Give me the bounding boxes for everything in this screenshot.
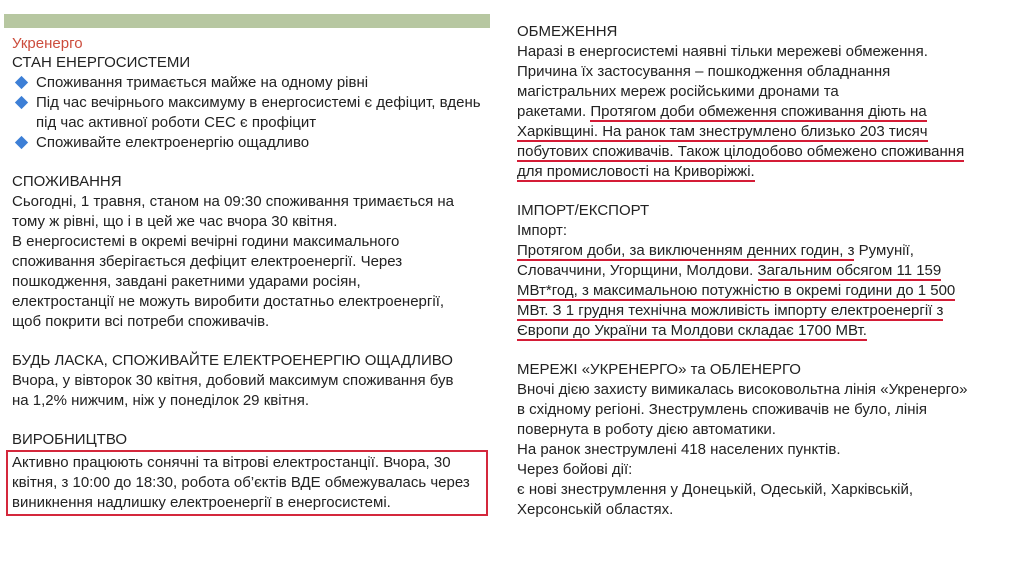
import-text: Словаччини, Угорщини, Молдови. bbox=[517, 262, 758, 279]
networks-title: МЕРЕЖІ «УКРЕНЕРГО» та ОБЛЕНЕРГО bbox=[517, 361, 801, 378]
bullet-text: Споживайте електроенергію ощадливо bbox=[36, 134, 310, 151]
consumption-line: В енергосистемі в окремі вечірні години максимального bbox=[12, 233, 400, 250]
production-line: Активно працюють сонячні та вітрові електростанції. Вчора, 30 bbox=[12, 454, 451, 471]
please-section bbox=[12, 351, 482, 411]
consumption-line: тому ж рівні, що і в цей же час вчора 30 квітня. bbox=[12, 213, 338, 230]
consumption-line: щоб покрити всі потреби споживачів. bbox=[12, 313, 270, 330]
production-highlight-box bbox=[6, 450, 488, 516]
limits-line: Наразі в енергосистемі наявні тільки мережеві обмеження. bbox=[517, 43, 928, 60]
limits-line: Причина їх застосування – пошкодження обладнання bbox=[517, 63, 891, 80]
import-line bbox=[517, 321, 1017, 341]
networks-line: Вночі дією захисту вимикалась високовольтна лінія «Укренерго» bbox=[517, 381, 968, 398]
import-line bbox=[517, 241, 1017, 261]
import-title: ІМПОРТ/ЕКСПОРТ bbox=[517, 202, 650, 219]
limits-section bbox=[517, 22, 1017, 182]
please-line: на 1,2% нижчим, ніж у понеділок 29 квітня. bbox=[12, 392, 310, 409]
limits-line bbox=[517, 122, 1017, 142]
message-body bbox=[12, 34, 482, 516]
limits-line bbox=[517, 102, 1017, 122]
import-text: Румунії, bbox=[854, 242, 914, 259]
underlined-highlight: Харківщині. На ранок там знеструмлено близько 203 тисяч bbox=[517, 123, 928, 140]
underlined-highlight: Європи до України та Молдови складає 1700 МВт. bbox=[517, 322, 867, 339]
chat-background-strip bbox=[4, 14, 490, 28]
production-title: ВИРОБНИЦТВО bbox=[12, 431, 128, 448]
underlined-highlight: Загальним обсягом 11 159 bbox=[757, 262, 942, 279]
please-line: Вчора, у вівторок 30 квітня, добовий максимум споживання був bbox=[12, 372, 454, 389]
import-line bbox=[517, 301, 1017, 321]
underlined-highlight: МВт*год, з максимальною потужністю в окремі години до 1 500 bbox=[517, 282, 956, 299]
import-section bbox=[517, 201, 1017, 341]
blue-diamond-icon bbox=[15, 136, 28, 149]
underlined-highlight: Протягом доби, за виключенням денних годин, з bbox=[517, 242, 855, 259]
consumption-title: СПОЖИВАННЯ bbox=[12, 173, 122, 190]
production-line: виникнення надлишку електроенергії в енергосистемі. bbox=[12, 494, 391, 511]
networks-line: повернута в роботу дією автоматики. bbox=[517, 421, 776, 438]
bullet-text: Споживання тримається майже на одному рівні bbox=[36, 74, 369, 91]
underlined-highlight: для промисловості на Криворіжжі. bbox=[517, 163, 755, 180]
bullet-item bbox=[12, 93, 482, 133]
limits-title: ОБМЕЖЕННЯ bbox=[517, 23, 618, 40]
production-section bbox=[12, 430, 482, 516]
import-line bbox=[517, 261, 1017, 281]
bullet-item bbox=[12, 73, 482, 93]
networks-line: На ранок знеструмлені 418 населених пунктів. bbox=[517, 441, 841, 458]
production-line: квітня, з 10:00 до 18:30, робота об’єктів ВДЕ обмежувалась через bbox=[12, 474, 470, 491]
underlined-highlight: Протягом доби обмеження споживання діють на bbox=[590, 103, 927, 120]
please-title: БУДЬ ЛАСКА, СПОЖИВАЙТЕ ЕЛЕКТРОЕНЕРГІЮ ОЩАДЛИВО bbox=[12, 352, 453, 369]
limits-line bbox=[517, 142, 1017, 162]
import-subtitle: Імпорт: bbox=[517, 222, 567, 239]
networks-line: в східному регіоні. Знеструмлень споживачів не було, лінія bbox=[517, 401, 927, 418]
telegram-message-right bbox=[517, 22, 1017, 520]
telegram-message-left bbox=[4, 14, 490, 576]
networks-line: Херсонській областях. bbox=[517, 501, 674, 518]
blue-diamond-icon bbox=[15, 96, 28, 109]
blue-diamond-icon bbox=[15, 76, 28, 89]
bullet-text: Під час вечірнього максимуму в енергосистемі є дефіцит, вдень під час активної роботи СЕС є профіцит bbox=[36, 94, 481, 131]
import-line bbox=[517, 281, 1017, 301]
consumption-line: Сьогодні, 1 травня, станом на 09:30 споживання тримається на bbox=[12, 193, 454, 210]
networks-line: Через бойові дії: bbox=[517, 461, 633, 478]
consumption-section bbox=[12, 172, 482, 332]
bullet-item bbox=[12, 133, 482, 153]
status-title: СТАН ЕНЕРГОСИСТЕМИ bbox=[12, 54, 191, 71]
consumption-line: споживання зберігається дефіцит електроенергії. Через bbox=[12, 253, 403, 270]
limits-line: магістральних мереж російськими дронами та bbox=[517, 83, 839, 100]
underlined-highlight: МВт. З 1 грудня технічна можливість імпорту електроенергії з bbox=[517, 302, 944, 319]
networks-section bbox=[517, 360, 1017, 520]
sender-name[interactable]: Укренерго bbox=[12, 35, 83, 52]
networks-line: є нові знеструмлення у Донецькій, Одеській, Харківській, bbox=[517, 481, 914, 498]
consumption-line: пошкодження, завдані ракетними ударами росіян, bbox=[12, 273, 361, 290]
limits-text: ракетами. bbox=[517, 103, 591, 120]
limits-line bbox=[517, 162, 1017, 182]
underlined-highlight: побутових споживачів. Також цілодобово обмежено споживання bbox=[517, 143, 965, 160]
consumption-line: електростанції не можуть виробити достатньо електроенергії, bbox=[12, 293, 445, 310]
